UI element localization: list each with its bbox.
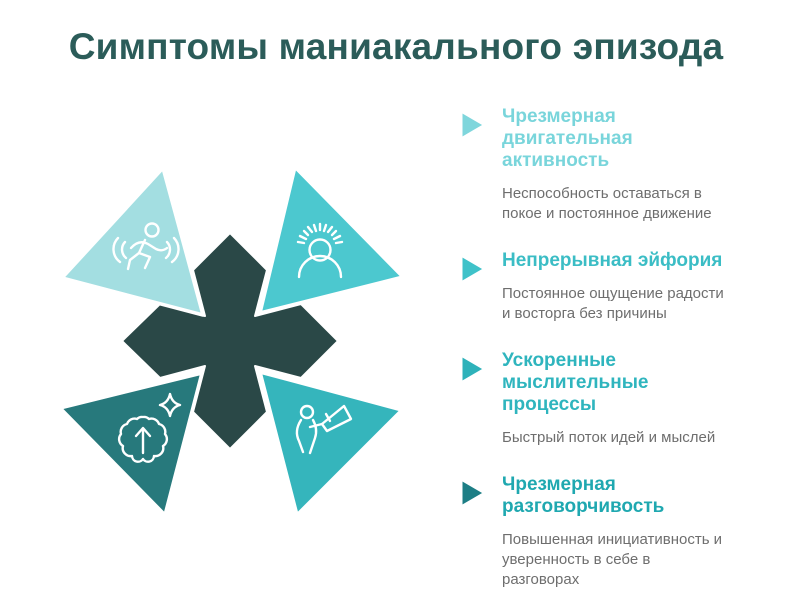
list-item-motor-activity bbox=[458, 106, 736, 224]
symptom-text-block bbox=[502, 106, 734, 224]
list-item-euphoria bbox=[458, 250, 736, 324]
segment-top-left-triangle bbox=[62, 168, 203, 315]
symptom-title: Ускоренные мыслительные процессы bbox=[502, 350, 649, 415]
symptom-text-block bbox=[502, 250, 734, 324]
triangle-bullet-icon bbox=[458, 352, 488, 386]
symptom-description: Повышенная инициативность и уверенность в себе в разговорах bbox=[502, 531, 723, 588]
symptom-title: Чрезмерная двигательная активность bbox=[502, 106, 633, 171]
segment-bottom-left-triangle bbox=[60, 373, 202, 515]
triangle-bullet-icon bbox=[458, 476, 488, 510]
page-title: Симптомы маниакального эпизода bbox=[68, 26, 724, 67]
list-item-thought-processes bbox=[458, 350, 736, 448]
segment-bottom-right-triangle bbox=[260, 372, 402, 515]
symptom-title: Чрезмерная разговорчивость bbox=[502, 474, 665, 517]
symptom-description: Быстрый поток идей и мыслей bbox=[502, 429, 716, 446]
list-item-talkativeness bbox=[458, 474, 736, 590]
symptom-title: Непрерывная эйфория bbox=[502, 250, 723, 271]
symptom-text-block bbox=[502, 474, 734, 590]
symptom-description: Постоянное ощущение радости и восторга без причины bbox=[502, 285, 724, 322]
symptom-list bbox=[458, 106, 736, 590]
symptom-description: Неспособность оставаться в покое и постоянное движение bbox=[502, 185, 712, 222]
triangle-bullet-icon bbox=[458, 252, 488, 286]
symptom-text-block bbox=[502, 350, 734, 448]
triangle-bullet-icon bbox=[458, 108, 488, 142]
segment-top-right-triangle bbox=[260, 167, 403, 313]
